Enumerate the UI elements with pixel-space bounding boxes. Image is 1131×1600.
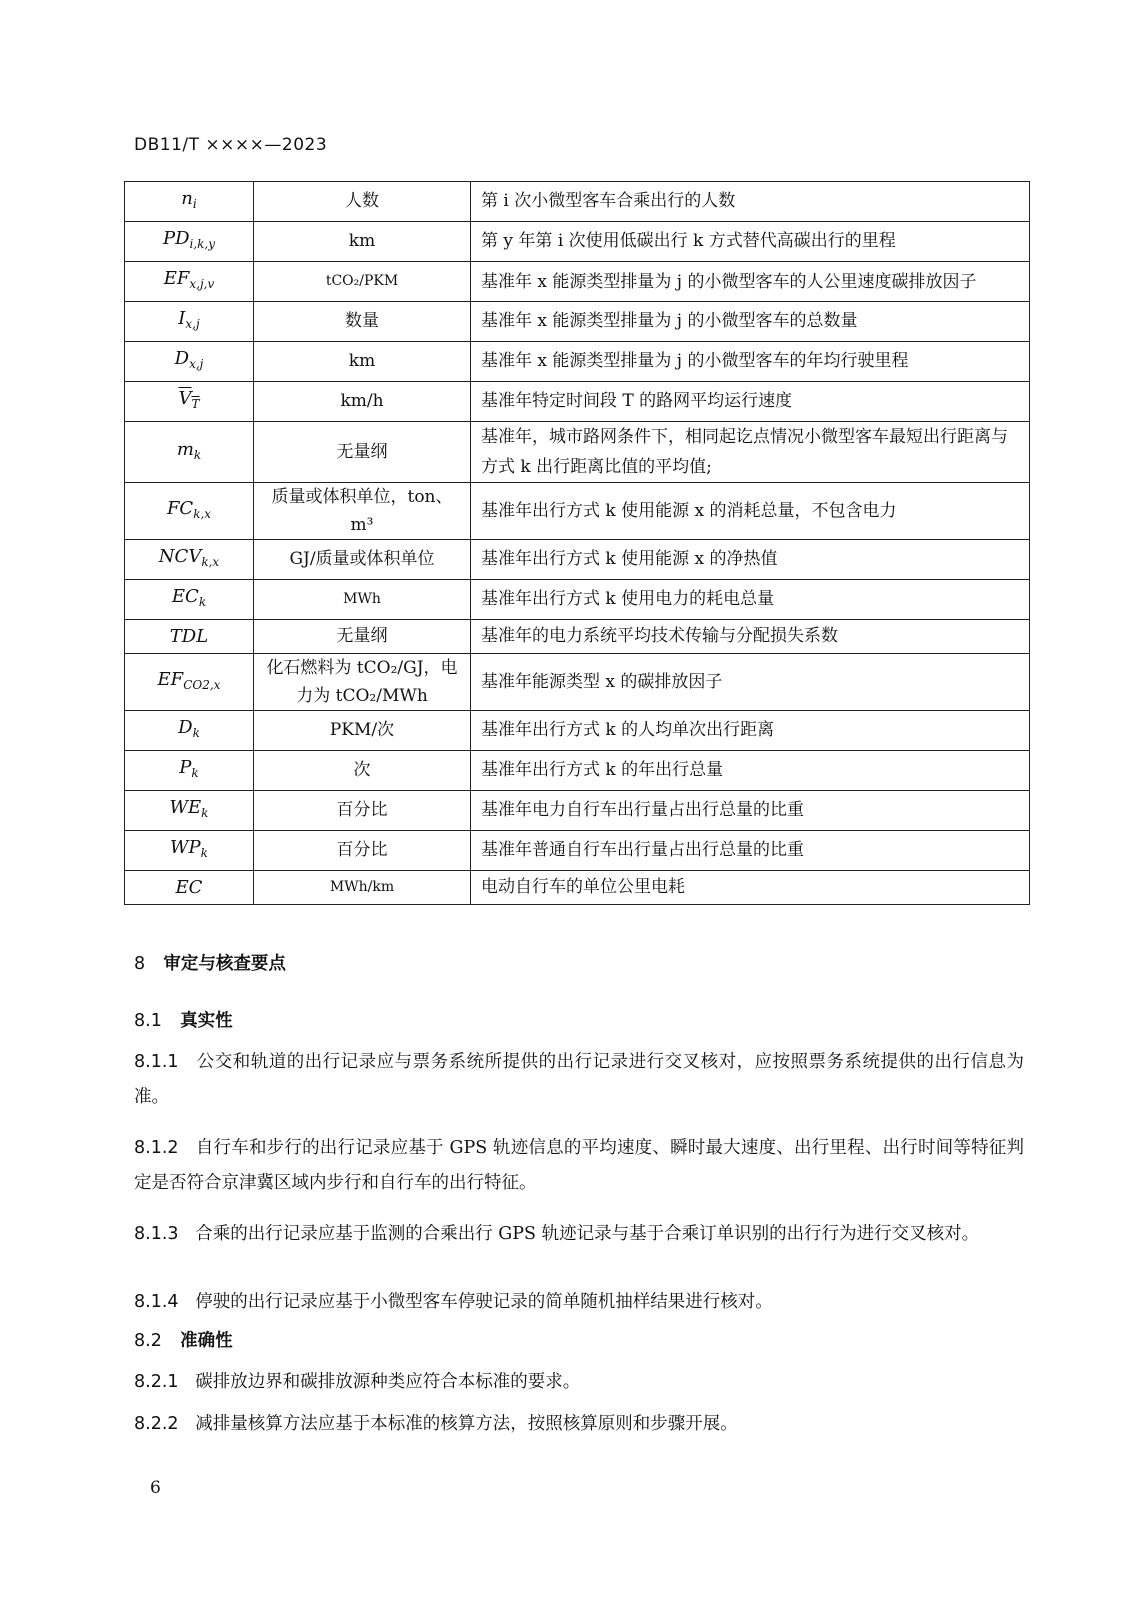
table-row	[125, 182, 1030, 222]
unit-cell: 无量纲	[254, 422, 471, 483]
table-row	[125, 711, 1030, 751]
unit-cell: km	[254, 222, 471, 262]
symbol-cell: $D_k$	[125, 711, 254, 751]
description-cell: 基准年 x 能源类型排量为 j 的小微型客车的人公里速度碳排放因子	[471, 262, 1030, 302]
description-cell: 基准年出行方式 k 使用电力的耗电总量	[471, 580, 1030, 620]
table-row	[125, 262, 1030, 302]
description-cell: 基准年特定时间段 T 的路网平均运行速度	[471, 382, 1030, 422]
symbol-cell: $NCV_{k,x}$	[125, 540, 254, 580]
table-row	[125, 483, 1030, 540]
description-cell: 基准年出行方式 k 的年出行总量	[471, 751, 1030, 791]
table-row	[125, 422, 1030, 483]
symbol-cell: $WP_k$	[125, 831, 254, 871]
unit-cell: km/h	[254, 382, 471, 422]
unit-cell: 人数	[254, 182, 471, 222]
table-row	[125, 540, 1030, 580]
table-row	[125, 751, 1030, 791]
symbol-cell: $PD_{i,k,y}$	[125, 222, 254, 262]
unit-cell: 数量	[254, 302, 471, 342]
description-cell: 基准年的电力系统平均技术传输与分配损失系数	[471, 620, 1030, 654]
unit-cell: MWh	[254, 580, 471, 620]
description-cell: 基准年 x 能源类型排量为 j 的小微型客车的总数量	[471, 302, 1030, 342]
unit-cell: 化石燃料为 tCO₂/GJ，电力为 tCO₂/MWh	[254, 654, 471, 711]
paragraph-8-2-2: 8.2.2 减排量核算方法应基于本标准的核算方法，按照核算原则和步骤开展。	[134, 1414, 738, 1434]
unit-cell: GJ/质量或体积单位	[254, 540, 471, 580]
paragraph-8-1-4: 8.1.4 停驶的出行记录应基于小微型客车停驶记录的简单随机抽样结果进行核对。	[134, 1292, 773, 1312]
section-heading-8-1: 8.1 真实性	[134, 1011, 233, 1031]
unit-cell: 无量纲	[254, 620, 471, 654]
paragraph-8-1-1: 8.1.1 公交和轨道的出行记录应与票务系统所提供的出行记录进行交叉核对，应按照票务系统提供的出行信息为准。	[134, 1052, 1024, 1107]
table-row	[125, 654, 1030, 711]
section-heading-8: 8 审定与核查要点	[134, 954, 286, 974]
symbol-cell: $P_k$	[125, 751, 254, 791]
document-header: DB11/T ××××—2023	[134, 135, 328, 155]
table-row	[125, 302, 1030, 342]
symbol-cell: $m_k$	[125, 422, 254, 483]
unit-cell: km	[254, 342, 471, 382]
symbol-cell: $EC_k$	[125, 580, 254, 620]
unit-cell: PKM/次	[254, 711, 471, 751]
symbol-cell: $EF_{CO2,x}$	[125, 654, 254, 711]
paragraph-8-2-1: 8.2.1 碳排放边界和碳排放源种类应符合本标准的要求。	[134, 1372, 581, 1392]
paragraph-8-1-3: 8.1.3 合乘的出行记录应基于监测的合乘出行 GPS 轨迹记录与基于合乘订单识别的出行行为进行交叉核对。	[134, 1224, 980, 1244]
table-row	[125, 620, 1030, 654]
paragraph-8-1-2: 8.1.2 自行车和步行的出行记录应基于 GPS 轨迹信息的平均速度、瞬时最大速度、出行里程、出行时间等特征判定是否符合京津冀区域内步行和自行车的出行特征。	[134, 1138, 1024, 1193]
description-cell: 基准年出行方式 k 使用能源 x 的消耗总量，不包含电力	[471, 483, 1030, 540]
symbol-cell: $FC_{k,x}$	[125, 483, 254, 540]
table-row	[125, 791, 1030, 831]
description-cell: 基准年能源类型 x 的碳排放因子	[471, 654, 1030, 711]
unit-cell: tCO₂/PKM	[254, 262, 471, 302]
description-cell: 第 y 年第 i 次使用低碳出行 k 方式替代高碳出行的里程	[471, 222, 1030, 262]
table-row	[125, 222, 1030, 262]
symbol-table	[124, 181, 1030, 905]
table-row	[125, 831, 1030, 871]
table-row	[125, 382, 1030, 422]
symbol-cell: EC	[125, 871, 254, 905]
description-cell: 基准年电力自行车出行量占出行总量的比重	[471, 791, 1030, 831]
unit-cell: MWh/km	[254, 871, 471, 905]
unit-cell: 次	[254, 751, 471, 791]
description-cell: 基准年出行方式 k 的人均单次出行距离	[471, 711, 1030, 751]
table-row	[125, 871, 1030, 905]
unit-cell: 百分比	[254, 791, 471, 831]
symbol-cell: TDL	[125, 620, 254, 654]
table-row	[125, 342, 1030, 382]
symbol-cell: $V_T$	[125, 382, 254, 422]
page-number: 6	[150, 1478, 161, 1498]
description-cell: 基准年 x 能源类型排量为 j 的小微型客车的年均行驶里程	[471, 342, 1030, 382]
symbol-cell: $EF_{x,j,v}$	[125, 262, 254, 302]
description-cell: 第 i 次小微型客车合乘出行的人数	[471, 182, 1030, 222]
description-cell: 电动自行车的单位公里电耗	[471, 871, 1030, 905]
symbol-cell: $n_i$	[125, 182, 254, 222]
description-cell: 基准年普通自行车出行量占出行总量的比重	[471, 831, 1030, 871]
description-cell: 基准年出行方式 k 使用能源 x 的净热值	[471, 540, 1030, 580]
symbol-cell: $WE_k$	[125, 791, 254, 831]
description-cell: 基准年，城市路网条件下，相同起讫点情况小微型客车最短出行距离与方式 k 出行距离比值的平均值;	[471, 422, 1030, 483]
unit-cell: 百分比	[254, 831, 471, 871]
section-heading-8-2: 8.2 准确性	[134, 1331, 233, 1351]
symbol-cell: $I_{x,j}$	[125, 302, 254, 342]
unit-cell: 质量或体积单位，ton、m³	[254, 483, 471, 540]
symbol-cell: $D_{x,j}$	[125, 342, 254, 382]
table-row	[125, 580, 1030, 620]
